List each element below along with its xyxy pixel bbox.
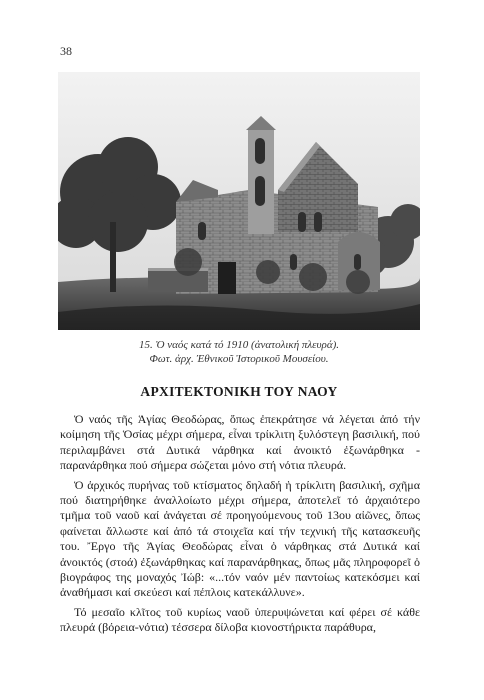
page-number: 38 bbox=[60, 44, 72, 58]
figure-caption bbox=[58, 338, 420, 366]
caption-line-1: 15. Ὁ ναός κατά τό 1910 (ἀνατολική πλευρά). bbox=[138, 339, 340, 351]
body-text bbox=[60, 412, 420, 636]
paragraph: Τό μεσαῖο κλῖτος τοῦ κυρίως ναοῦ ὑπερυψώνεται καί φέρει σέ κάθε πλευρά (βόρεια-νότια) τέσσερα δίλοβα κιονοστήρικτα παράθυρα, bbox=[60, 604, 420, 635]
paragraph: Ὁ ἀρχικός πυρήνας τοῦ κτίσματος δηλαδή ἡ τρίκλιτη βασιλική, σχῆμα πού διατηρήθηκε ἀναλλοίωτο μέχρι σήμερα, ἀποτελεῖ τό ἀρχαιότερο τμῆμα τοῦ ναοῦ καί ἀνάγεται σέ προηγούμενους τοῦ 13ου αἰῶνες, ὅπως φαίνεται ἄλλωστε καί ἀπό τά στοιχεῖα καί τήν τεχνική τῆς κατασκευῆς του. Ἔργο τῆς Ἁγίας Θεοδώρας εἶναι ὁ νάρθηκας στά Δυτικά καί ἀνοικτός (στοά) ἐξωνάρθηκας καί παρανάρθηκας, ὅπως μᾶς πληροφορεῖ ὁ βιογράφος της μοναχός Ἰώβ: «...τόν ναόν μέν παντοίως κατεκόσμει καί ἀναθήμασι καί σκεύεσι καί πέπλοις κατεκάλλυνε». bbox=[60, 477, 420, 600]
section-title: ΑΡΧΙΤΕΚΤΟΝΙΚΗ ΤΟΥ ΝΑΟΥ bbox=[140, 384, 338, 399]
paragraph: Ὁ ναός τῆς Ἁγίας Θεοδώρας, ὅπως ἐπεκράτησε νά λέγεται ἀπό τήν κοίμηση τῆς Ὁσίας μέχρι σήμερα, εἶναι τρίκλιτη ξυλόστεγη βασιλική, πού περιλαμβάνει στά Δυτικά νάρθηκα καί ἀνοικτό ἐξωνάρθηκα - παρανάρθηκα πού σήμερα σώζεται μόνο στή νότια πλευρά. bbox=[60, 412, 420, 473]
church-photograph bbox=[58, 72, 420, 330]
caption-line-2: Φωτ. ἀρχ. Ἐθνικοῦ Ἱστορικοῦ Μουσείου. bbox=[149, 353, 329, 365]
